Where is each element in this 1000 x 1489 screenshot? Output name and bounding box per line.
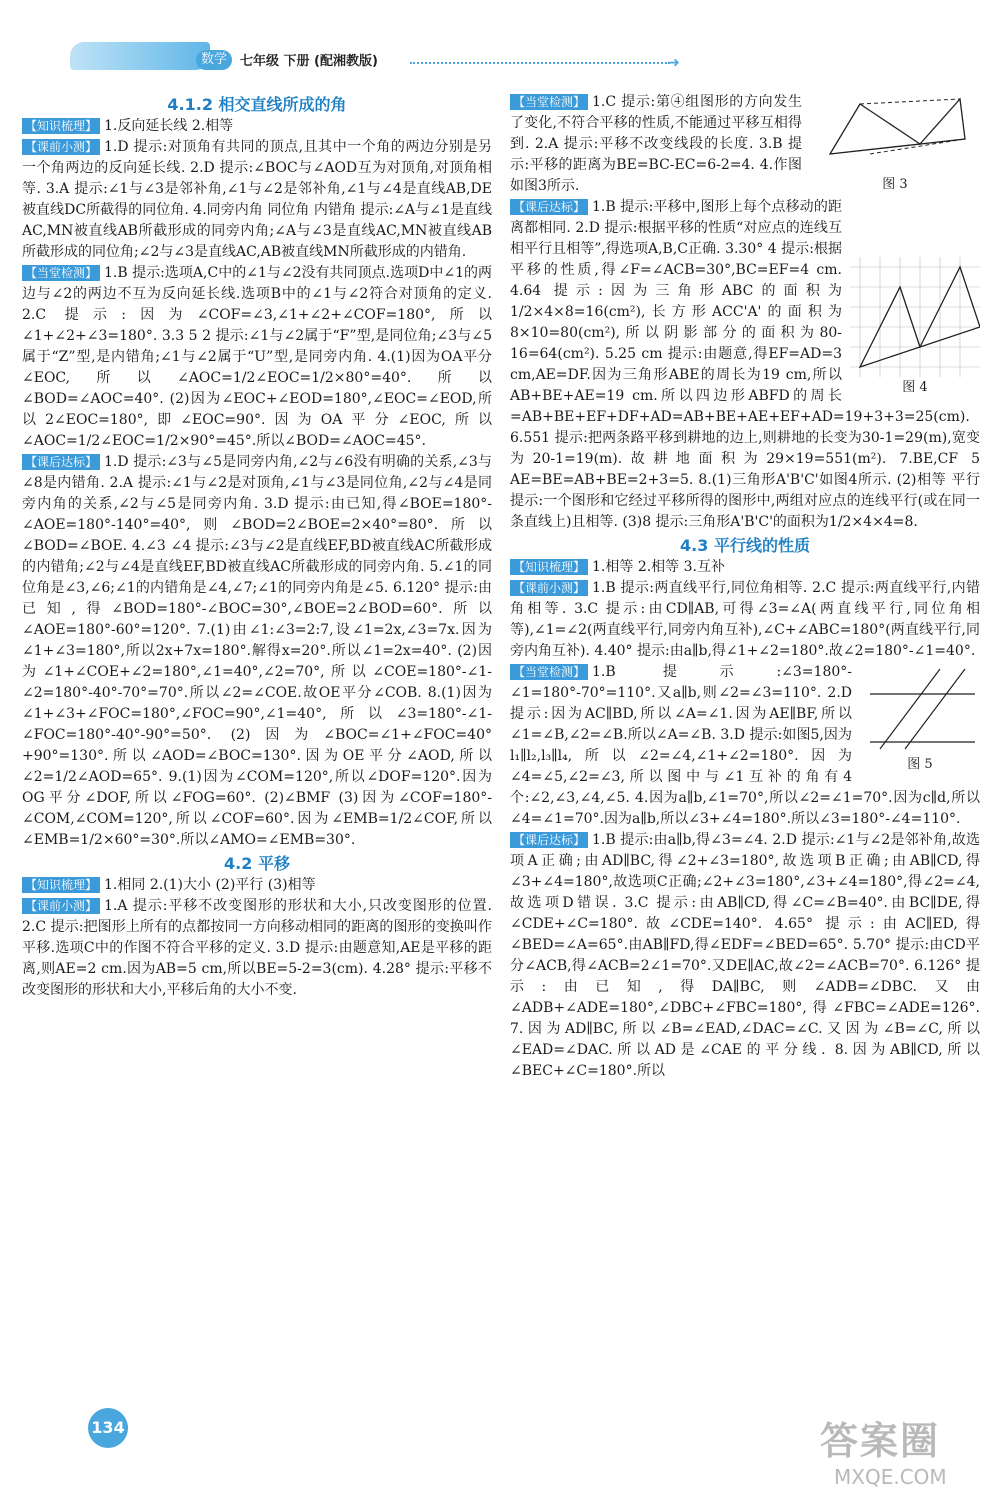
section-tag: 【知识梳理】 — [22, 877, 100, 893]
paragraph-text: 1.反向延长线 2.相等 — [104, 118, 234, 134]
paragraph-text: 1.B 提示:由a∥b,得∠3=∠4. 2.D 提示:∠1与∠2是邻补角,故选项A正确;由AD∥BC,得∠2+∠3=180°,故选项B正确;由AB∥CD,得∠3+∠4=180°,故选项C正确;∠2+∠3=180°,∠3+∠4=180°,得∠2=∠4,故选项D错误. 3.C 提示:由AB∥CD,得∠C=∠B=40°.由BC∥DE,得∠CDE+∠C=180°.故∠CDE=140°. 4.65° 提示:由AC∥ED,得∠BED=∠A=65°.由AB∥FD,得∠EDF=∠BED=65°. 5.70° 提示:由CD平分∠ACB,得∠ACB=2∠1=70°.又DE∥AC,故∠2=∠ACB=70°. 6.126° 提示:由已知,得DA∥BC,则∠ADB=∠DBC.又由∠ADB+∠ADE=180°,∠DBC+∠FBC=180°,得∠FBC=∠ADE=126°. 7.因为AD∥BC,所以∠B=∠EAD,∠DAC=∠C.又因为∠B=∠C,所以∠EAD=∠DAC.所以AD是∠CAE的平分线. 8.因为AB∥CD,所以∠BEC+∠C=180°.所以 — [510, 832, 980, 1079]
paragraph — [510, 830, 980, 1082]
section-tag: 【知识梳理】 — [510, 559, 588, 575]
page-header — [0, 0, 1000, 90]
section-tag: 【当堂检测】 — [510, 664, 588, 680]
paragraph-text: 1.相同 2.(1)大小 (2)平行 (3)相等 — [104, 877, 316, 893]
section-tag: 【课前小测】 — [22, 139, 100, 155]
section-tag: 【当堂检测】 — [510, 94, 588, 110]
section-title-4-1-2: 4.1.2 相交直线所成的角 — [167, 95, 347, 114]
paragraph — [22, 452, 492, 851]
paragraph-text: 1.B 提示:平移中,图形上每个点移动的距离都相同. 2.D 提示:根据平移的性质“对应点的连线互相平行且相等”,得选项A,B,C正确. 3.30° 4 提示:根据平移的性质,得∠F=∠ACB=30°,BC=EF=4 cm. 4.64 提示:因为三角形ABC的面积为1/2×4×8=16(cm²),长方形ACC'A'的面积为8×10=80(cm²),所以阴影部分的面积为80-16=64(cm²). 5.25 cm 提示:由题意,得EF=AD=3 cm,AE=DF.因为三角形ABE的周长为19 cm,所以AB+BE+AE=19 cm.所以四边形ABFD的周长=AB+BE+EF+DF+AD=AB+BE+AE+EF+AD=19+3+3=25(cm). 6.551 提示:把两条路平移到耕地的边上,则耕地的长变为30-1=29(m),宽变为20-1=19(m).故耕地面积为29×19=551(m²). 7.BE,CF 5 AE=BE=AB+BE=2+3=5. 8.(1)三角形A'B'C'如图4所示. (2)相等 平行 提示:一个图形和它经过平移所得的图形中,两组对应点的连线平行(或在同一条直线上)且相等. (3)8 提示:三角形A'B'C'的面积为1/2×4×4=8. — [510, 199, 980, 530]
arrow-right-icon: ➜ — [668, 55, 680, 71]
figure-5-caption: 图 5 — [907, 757, 933, 772]
section-tag: 【知识梳理】 — [22, 118, 100, 134]
section-tag: 【课前小测】 — [22, 898, 100, 914]
figure-3-diagram — [810, 94, 980, 174]
section-title-4-3: 4.3 平行线的性质 — [680, 536, 810, 555]
paragraph — [22, 263, 492, 452]
figure-3-caption: 图 3 — [882, 177, 908, 192]
paragraph — [22, 896, 492, 1001]
right-column — [510, 92, 980, 1082]
paragraph-text: 1.C 提示:第④组图形的方向发生了变化,不符合平移的性质,不能通过平移互相得到. 2.A 提示:平移不改变线段的长度. 3.B 提示:平移的距离为BE=BC-EC=6-2=4. 4.作图如图3所示. — [510, 94, 802, 194]
header-dotted-line — [410, 62, 670, 64]
paragraph-text: 1.D 提示:∠3与∠5是同旁内角,∠2与∠6没有明确的关系,∠3与∠8是内错角. 2.A 提示:∠1与∠2是对顶角,∠1与∠3是同位角,∠2与∠4是同旁内角的关系,∠2与∠5是同旁内角. 3.D 提示:由已知,得∠BOE=180°-∠AOE=180°-140°=40°,则∠BOD=2∠BOE=2×40°=80°.所以∠BOD=∠BOE. 4.∠3 ∠4 提示:∠3与∠2是直线EF,BD被直线AC所截形成的内错角;∠2与∠4是直线EF,BD被直线AC所截形成的同旁内角. 5.∠1的同位角是∠3,∠6;∠1的内错角是∠4,∠7;∠1的同旁内角是∠5. 6.120° 提示:由已知,得∠BOD=180°-∠BOC=30°,∠BOE=2∠BOD=60°.所以∠AOE=180°-60°=120°. 7.(1)由∠1:∠3=2:7,设∠1=2x,∠3=7x.因为∠1+∠3=180°,所以2x+7x=180°.解得x=20°.所以∠1=2x=40°. (2)因为∠1+∠COE+∠2=180°,∠1=40°,∠2=70°,所以∠COE=180°-∠1-∠2=180°-40°-70°=70°.所以∠2=∠COE.故OE平分∠COB. 8.(1)因为∠1+∠3+∠FOC=180°,∠FOC=90°,∠1=40°,所以∠3=180°-∠1-∠FOC=180°-40°-90°=50°. (2)因为∠BOC=∠1+∠FOC=40°+90°=130°.所以∠AOD=∠BOC=130°.因为OE平分∠AOD,所以∠2=1/2∠AOD=65°. 9.(1)因为∠COM=120°,所以∠DOF=120°.因为OG平分∠DOF,所以∠FOG=60°. (2)∠BMF (3)因为∠COF=180°-∠COM,∠COM=120°,所以∠COF=60°.因为∠EMB=1/2∠COF,所以∠EMB=1/2×60°=30°.所以∠AMO=∠EMB=30°. — [22, 454, 492, 848]
paragraph — [510, 557, 980, 578]
paragraph-text: 1.B 提示:两直线平行,同位角相等. 2.C 提示:两直线平行,内错角相等. 3.C 提示:由CD∥AB,可得∠3=∠A(两直线平行,同位角相等),∠1=∠2(两直线平行,同旁内角互补),∠C+∠ABC=180°(两直线平行,同旁内角互补). 4.40° 提示:由a∥b,得∠1+∠2=180°.故∠2=180°-∠1=40°. — [510, 580, 980, 659]
paragraph-text: 1.A 提示:平移不改变图形的形状和大小,只改变图形的位置. 2.C 提示:把图形上所有的点都按同一方向移动相同的距离的图形的变换叫作平移.选项C中的作图不符合平移的定义. 3.D 提示:由题意知,AE是平移的距离,则AE=2 cm.因为AB=5 cm,所以BE=5-2=3(cm). 4.28° 提示:平移不改变图形的形状和大小,平移后角的大小不变. — [22, 898, 492, 998]
figure-4 — [850, 257, 980, 398]
section-tag: 【课后达标】 — [510, 832, 588, 848]
paragraph — [22, 137, 492, 263]
book-title: 七年级 下册 (配湘教版) — [240, 54, 378, 69]
paragraph-text: 1.D 提示:对顶角有共同的顶点,且其中一个角的两边分别是另一个角两边的反向延长线. 2.D 提示:∠BOC与∠AOD互为对顶角,对顶角相等. 3.A 提示:∠1与∠3是邻补角,∠1与∠2是邻补角,∠1与∠4是直线AB,DE被直线DC所截得的同位角. 4.同旁内角 同位角 内错角 提示:∠A与∠1是直线AC,MN被直线AB所截形成的同旁内角;∠A与∠3是直线AC,MN被直线AB所截形成的同位角;∠2与∠3是直线AC,AB被直线MN所截形成的内错角. — [22, 139, 492, 260]
watermark-logo-text: 答案圈 — [820, 1419, 941, 1463]
figure-4-caption: 图 4 — [902, 380, 928, 395]
paragraph — [22, 116, 492, 137]
section-tag: 【课前小测】 — [510, 580, 588, 596]
watermark-url: MXQE.COM — [834, 1465, 947, 1489]
page-number: 134 — [88, 1408, 128, 1448]
paragraph-text: 1.相等 2.相等 3.互补 — [592, 559, 725, 575]
header-wave-decoration — [70, 42, 210, 70]
section-tag: 【当堂检测】 — [22, 265, 100, 281]
section-title-4-2: 4.2 平移 — [224, 854, 290, 873]
paragraph-text: 1.B 提示:选项A,C中的∠1与∠2没有共同顶点.选项D中∠1的两边与∠2的两边不互为反向延长线.选项B中的∠1与∠2符合对顶角的定义. 2.C 提示:因为∠COF=∠3,∠1+∠2+∠COF=180°,所以∠1+∠2+∠3=180°. 3.3 5 2 提示:∠1与∠2属于“F”型,是同位角;∠3与∠5属于“Z”型,是内错角;∠1与∠2属于“U”型,是同旁内角. 4.(1)因为OA平分∠EOC,所以∠AOC=1/2∠EOC=1/2×80°=40°.所以∠BOD=∠AOC=40°. (2)因为∠EOC+∠EOD=180°,∠EOC=∠EOD,所以2∠EOC=180°,即∠EOC=90°.因为OA平分∠EOC,所以∠AOC=1/2∠EOC=1/2×90°=45°.所以∠BOD=∠AOC=45°. — [22, 265, 492, 449]
figure-3 — [810, 94, 980, 195]
subject-badge: 数学 — [196, 50, 232, 70]
paragraph — [22, 875, 492, 896]
figure-5 — [860, 664, 980, 775]
paragraph-text: 1.B 提示:∠3=180°-∠1=180°-70°=110°.又a∥b,则∠2=∠3=110°. 2.D 提示:因为AC∥BD,所以∠A=∠1.因为AE∥BF,所以∠1=∠B,∠2=∠B.所以∠A=∠B. 3.D 提示:如图5,因为l₁∥l₂,l₃∥l₄,所以∠2=∠4,∠1+∠2=180°.因为∠4=∠5,∠2=∠3,所以图中与∠1互补的角有4个:∠2,∠3,∠4,∠5. 4.因为a∥b,∠1=70°,所以∠2=∠1=70°.因为c∥d,所以∠4=∠1=70°.因为a∥b,所以∠3+∠4=180°.所以∠3=180°-∠4=110°. — [510, 664, 980, 827]
watermark — [820, 1410, 947, 1489]
paragraph — [510, 578, 980, 662]
figure-5-diagram — [860, 664, 980, 754]
section-tag: 【课后达标】 — [510, 199, 588, 215]
figure-4-grid-diagram — [850, 257, 980, 377]
left-column — [22, 92, 492, 1001]
section-tag: 【课后达标】 — [22, 454, 100, 470]
